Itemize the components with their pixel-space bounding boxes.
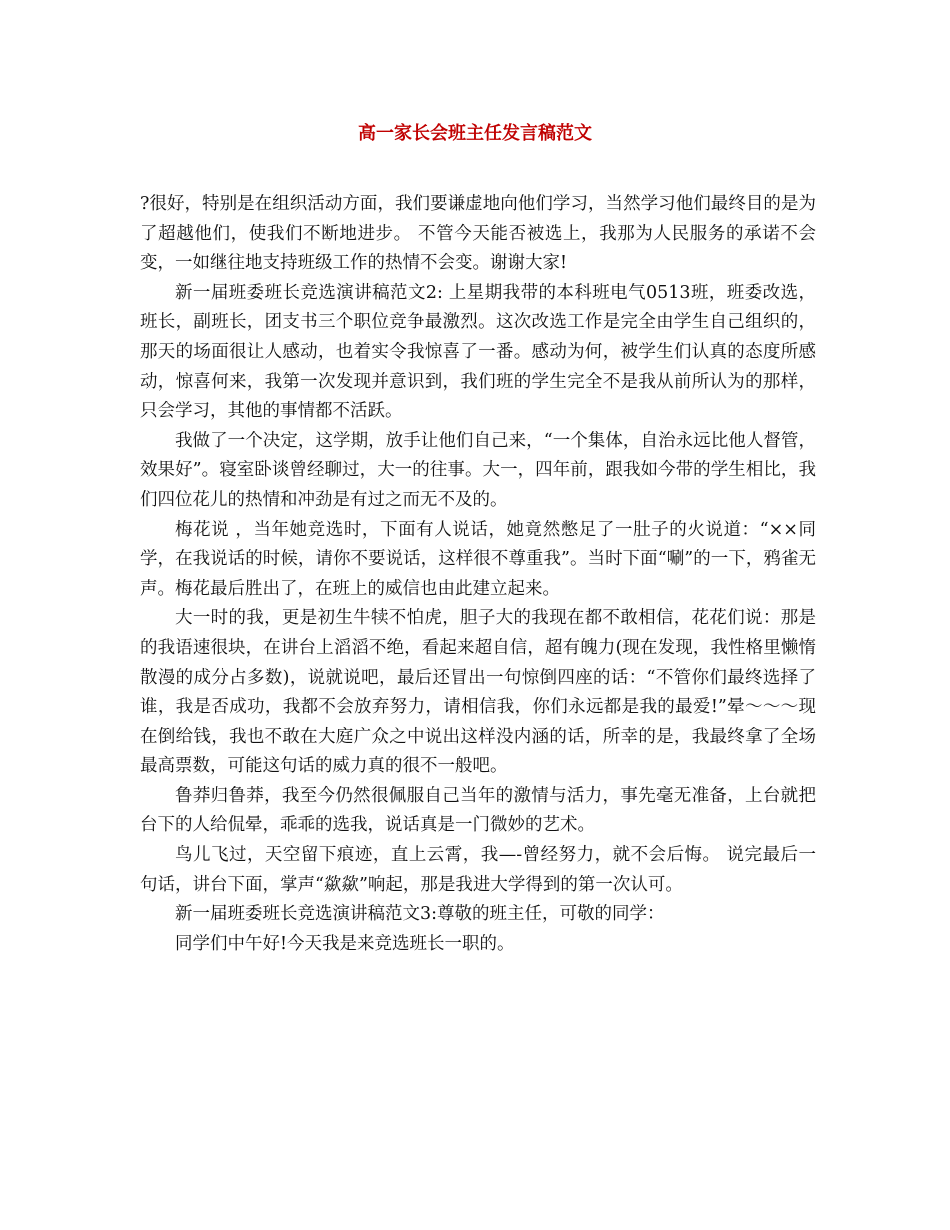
paragraph-3: 我做了一个决定，这学期，放手让他们自己来，“一个集体，自治永远比他人督管，效果好”。寝室卧谈曾经聊过，大一的往事。大一，四年前，跟我如今带的学生相比，我们四位花儿的热情和冲劲是有过之而无不及的。 — [140, 430, 816, 510]
paragraph-9: 同学们中午好!今天我是来竞选班长一职的。 — [175, 933, 515, 954]
paragraph-2: 新一届班委班长竞选演讲稿范文2: 上星期我带的本科班电气0513班，班委改选，班长，副班长，团支书三个职位竞争最激烈。这次改选工作是完全由学生自己组织的，那天的场面很让人感动，也着实令我惊喜了一番。感动为何，被学生们认真的态度所感动，惊喜何来，我第一次发现并意识到，我们班的学生完全不是我从前所认为的那样，只会学习，其他的事情都不活跃。 — [140, 282, 816, 422]
document-body — [140, 190, 816, 959]
document-title: 高一家长会班主任发言稿范文 — [358, 123, 592, 144]
paragraph-1: ?很好，特别是在组织活动方面，我们要谦虚地向他们学习，当然学习他们最终目的是为了超越他们，使我们不断地进步。 不管今天能否被选上，我那为人民服务的承诺不会变，一如继往地支持班级工作的热情不会变。谢谢大家! — [140, 194, 816, 274]
paragraph-7: 鸟儿飞过，天空留下痕迹，直上云霄，我—-曾经努力，就不会后悔。 说完最后一句话，讲台下面，掌声“歘歘”响起，那是我进大学得到的第一次认可。 — [140, 845, 816, 895]
paragraph-8: 新一届班委班长竞选演讲稿范文3:尊敬的班主任，可敬的同学： — [175, 904, 665, 925]
paragraph-6: 鲁莽归鲁莽，我至今仍然很佩服自己当年的激情与活力，事先毫无准备，上台就把台下的人给侃晕，乖乖的选我，说话真是一门微妙的艺术。 — [140, 785, 816, 836]
paragraph-5: 大一时的我，更是初生牛犊不怕虎，胆子大的我现在都不敢相信，花花们说：那是的我语速很块，在讲台上滔滔不绝，看起来超自信，超有魄力(现在发现，我性格里懒惰散漫的成分占多数)，说就说吧，最后还冒出一句惊倒四座的话：“不管你们最终选择了谁，我是否成功，我都不会放弃努力，请相信我，你们永远都是我的最爱!”晕～～～现在倒给钱，我也不敢在大庭广众之中说出这样没内涵的话，所幸的是，我最终拿了全场最高票数，可能这句话的威力真的很不一般吧。 — [140, 608, 816, 777]
paragraph-4: 梅花说 ，当年她竞选时，下面有人说话，她竟然憋足了一肚子的火说道：“××同学，在我说话的时候，请你不要说话，这样很不尊重我”。当时下面“唰”的一下，鸦雀无声。梅花最后胜出了，在班上的威信也由此建立起来。 — [140, 519, 816, 599]
